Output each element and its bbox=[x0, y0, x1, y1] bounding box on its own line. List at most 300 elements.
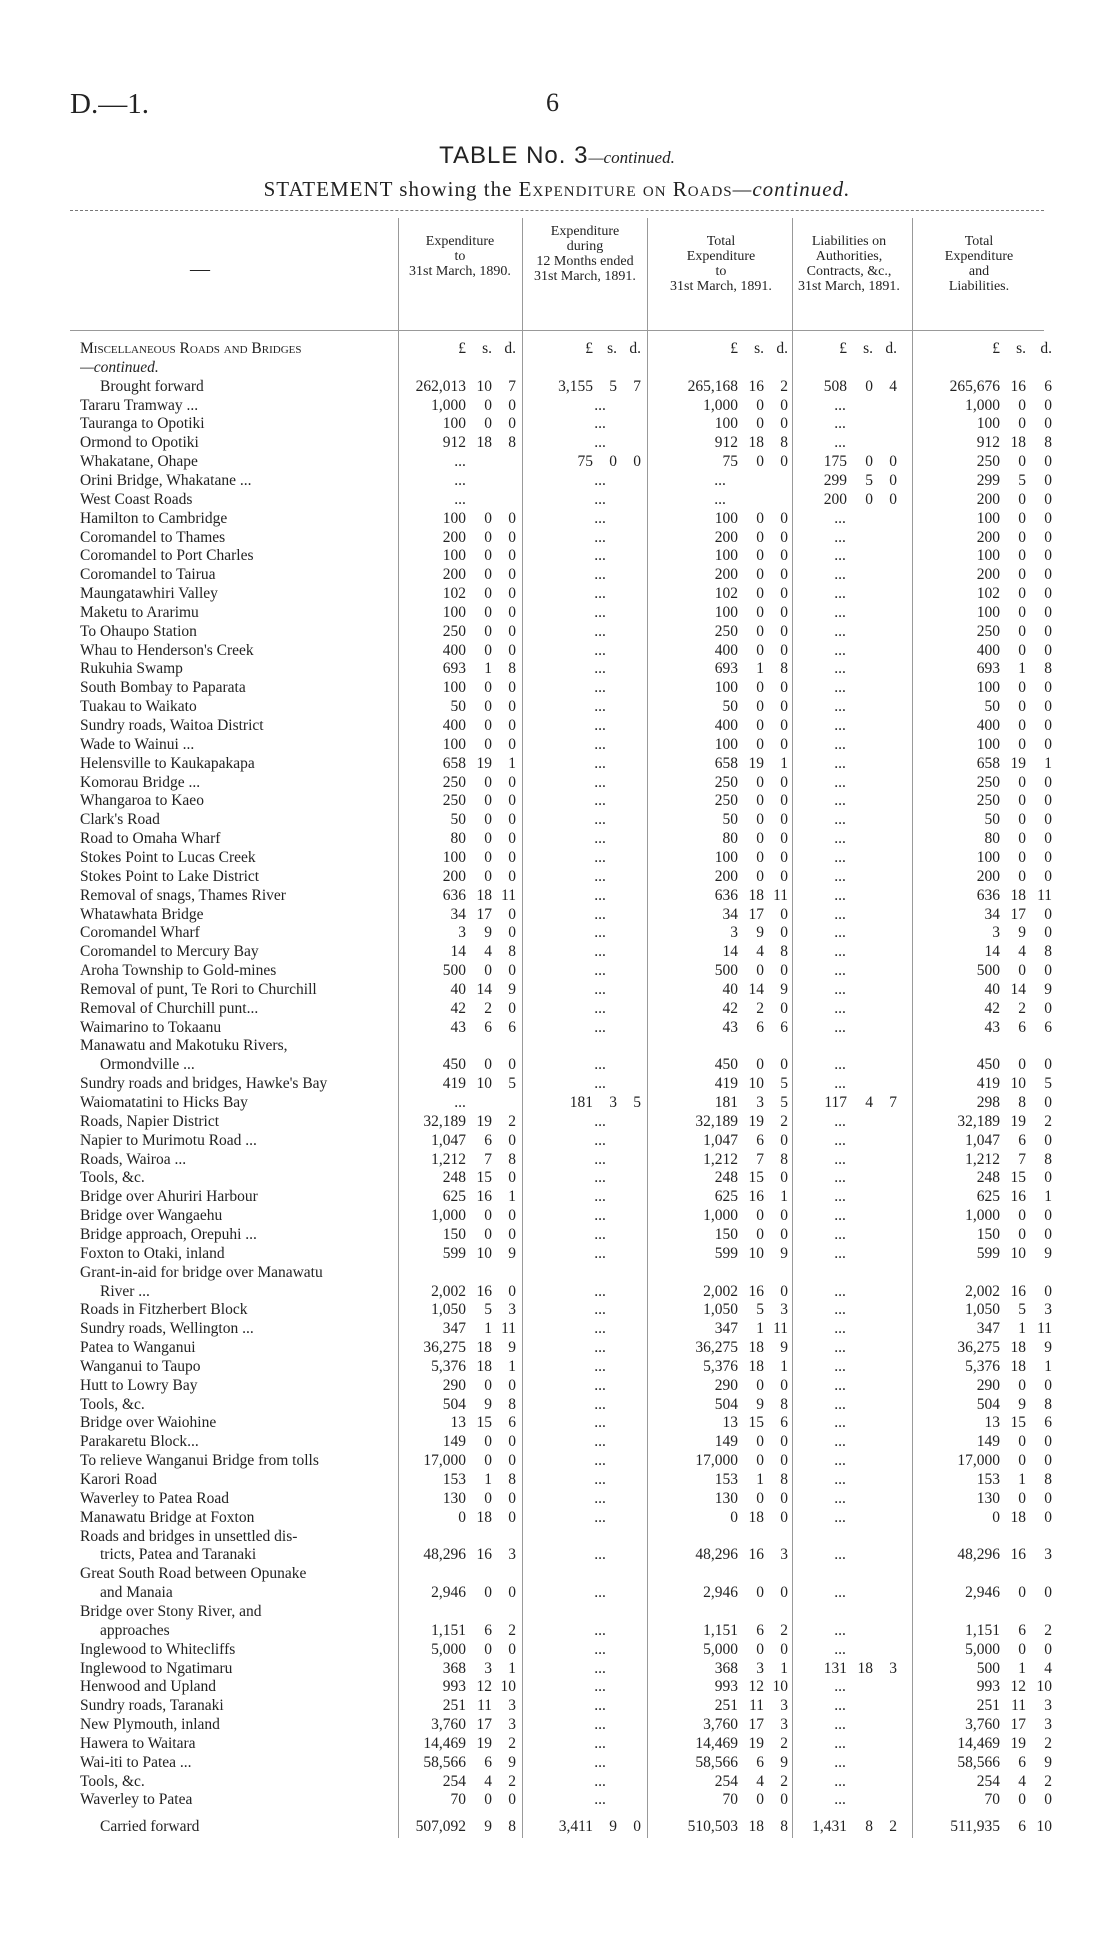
cell-shillings: 0 bbox=[756, 679, 764, 697]
cell-pounds: 658 bbox=[976, 754, 1000, 772]
cell-pence: 3 bbox=[1044, 1301, 1052, 1319]
cell-pounds: 32,189 bbox=[423, 1112, 466, 1130]
cell-shillings: 11 bbox=[749, 1697, 764, 1715]
cell-pence: 8 bbox=[780, 434, 788, 452]
cell-pounds: 993 bbox=[442, 1678, 466, 1696]
row-label: Bridge over Wangaehu bbox=[80, 1207, 223, 1225]
cell-pounds: 5,376 bbox=[431, 1357, 466, 1375]
cell-empty: ... bbox=[594, 1433, 606, 1451]
cell-empty: ... bbox=[834, 1075, 846, 1093]
cell-pence: 9 bbox=[508, 1753, 516, 1771]
cell-pence: 2 bbox=[508, 1734, 516, 1752]
cell-pounds: 504 bbox=[442, 1395, 466, 1413]
cell-pence: 0 bbox=[508, 773, 516, 791]
cell-pence: 8 bbox=[508, 660, 516, 678]
cell-pounds: 1,151 bbox=[431, 1621, 466, 1639]
cell-pence: 0 bbox=[508, 679, 516, 697]
cell-empty: ... bbox=[714, 471, 726, 489]
cell-shillings: 4 bbox=[484, 943, 492, 961]
cell-shillings: 12 bbox=[1010, 1678, 1026, 1696]
cell-pounds: 153 bbox=[714, 1471, 738, 1488]
cell-pounds: 58,566 bbox=[957, 1753, 1000, 1771]
header-bottom-rule bbox=[70, 330, 1044, 331]
cell-pence: 8 bbox=[1044, 1471, 1052, 1488]
cell-pence: 9 bbox=[1044, 1244, 1052, 1262]
cell-pounds: 508 bbox=[823, 377, 847, 395]
cell-pounds: 149 bbox=[442, 1433, 466, 1451]
cell-shillings: 0 bbox=[1018, 396, 1026, 414]
unit-pounds: £ bbox=[992, 340, 1000, 357]
cell-pounds: 200 bbox=[442, 867, 466, 885]
cell-pence: 6 bbox=[508, 1018, 516, 1036]
cell-pence: 0 bbox=[1044, 1433, 1052, 1451]
cell-pounds: 2,002 bbox=[703, 1282, 738, 1300]
cell-pence: 9 bbox=[780, 980, 788, 998]
row-label: Wanganui to Taupo bbox=[80, 1357, 201, 1375]
cell-pounds: 175 bbox=[823, 453, 847, 471]
cell-pounds: 250 bbox=[976, 453, 1000, 471]
cell-empty: ... bbox=[834, 1433, 846, 1451]
cell-pounds: 658 bbox=[714, 754, 738, 772]
cell-shillings: 1 bbox=[1018, 1320, 1026, 1338]
cell-pence: 0 bbox=[1044, 547, 1052, 565]
cell-pounds: 36,275 bbox=[423, 1339, 466, 1357]
cell-shillings: 0 bbox=[756, 1791, 764, 1809]
cell-empty: ... bbox=[834, 999, 846, 1017]
cell-pence: 1 bbox=[780, 1659, 788, 1677]
cell-pence: 3 bbox=[508, 1546, 516, 1564]
cell-pounds: 400 bbox=[442, 641, 466, 659]
cell-pence: 0 bbox=[508, 1282, 516, 1300]
row-label: Inglewood to Ngatimaru bbox=[80, 1659, 233, 1677]
row-label: Helensville to Kaukapakapa bbox=[80, 754, 255, 772]
cell-pence: 0 bbox=[508, 698, 516, 716]
cell-shillings: 0 bbox=[1018, 679, 1026, 697]
cell-empty: ... bbox=[834, 698, 846, 716]
cell-pence: 0 bbox=[1044, 717, 1052, 734]
cell-pounds: 50 bbox=[450, 698, 466, 716]
cell-empty: ... bbox=[834, 1489, 846, 1507]
cell-pounds: 1,212 bbox=[965, 1150, 1000, 1168]
cell-shillings: 16 bbox=[748, 377, 764, 395]
cell-shillings: 12 bbox=[476, 1678, 492, 1696]
col-header-line: Expenditure bbox=[425, 234, 495, 249]
cell-empty: ... bbox=[834, 566, 846, 584]
cell-shillings: 17 bbox=[1010, 905, 1026, 923]
cell-pence: 2 bbox=[508, 1621, 516, 1639]
row-label: Coromandel to Mercury Bay bbox=[80, 943, 259, 961]
row-label: Roads, Napier District bbox=[80, 1112, 220, 1130]
row-label: Ormondville ... bbox=[100, 1056, 195, 1074]
cell-pence: 0 bbox=[1044, 773, 1052, 791]
cell-shillings: 0 bbox=[484, 1584, 492, 1602]
cell-pounds: 1,000 bbox=[431, 1207, 466, 1225]
cell-pence: 2 bbox=[780, 1734, 788, 1752]
cell-empty: ... bbox=[834, 509, 846, 527]
cell-shillings: 5 bbox=[1018, 471, 1026, 489]
cell-pence: 0 bbox=[1044, 641, 1052, 659]
cell-shillings: 18 bbox=[748, 1818, 764, 1836]
cell-pounds: 299 bbox=[976, 471, 1000, 489]
cell-pounds: 1,000 bbox=[703, 1207, 738, 1225]
cell-pence: 0 bbox=[1044, 1056, 1052, 1074]
cell-pounds: 993 bbox=[976, 1678, 1000, 1696]
cell-shillings: 19 bbox=[1010, 1112, 1026, 1130]
row-label: Wai-iti to Patea ... bbox=[80, 1753, 192, 1771]
cell-shillings: 4 bbox=[1018, 1772, 1026, 1790]
col-header-line: 12 Months ended bbox=[536, 254, 634, 269]
cell-pence: 2 bbox=[780, 1621, 788, 1639]
cell-shillings: 18 bbox=[1010, 434, 1026, 452]
cell-shillings: 16 bbox=[476, 1188, 492, 1206]
cell-empty: ... bbox=[594, 1018, 606, 1036]
cell-pence: 0 bbox=[508, 735, 516, 753]
cell-pence: 11 bbox=[773, 1320, 788, 1338]
cell-shillings: 0 bbox=[756, 396, 764, 414]
row-label: Grant-in-aid for bridge over Manawatu bbox=[80, 1263, 323, 1281]
cell-shillings: 0 bbox=[484, 528, 492, 546]
cell-shillings: 3 bbox=[756, 1659, 764, 1677]
cell-pence: 7 bbox=[633, 377, 641, 395]
cell-shillings: 0 bbox=[756, 585, 764, 603]
cell-pence: 0 bbox=[780, 622, 788, 640]
cell-pounds: 100 bbox=[714, 735, 738, 753]
cell-pounds: 2,946 bbox=[965, 1584, 1000, 1602]
cell-empty: ... bbox=[594, 585, 606, 603]
cell-shillings: 0 bbox=[756, 1489, 764, 1507]
cell-pence: 2 bbox=[508, 1112, 516, 1130]
cell-pounds: 1,431 bbox=[812, 1818, 847, 1836]
cell-empty: ... bbox=[594, 434, 606, 452]
document-reference: D.—1. bbox=[70, 88, 149, 120]
cell-shillings: 0 bbox=[756, 792, 764, 810]
cell-pounds: 80 bbox=[450, 830, 466, 848]
cell-pounds: 251 bbox=[442, 1697, 466, 1715]
cell-pence: 2 bbox=[889, 1818, 897, 1836]
cell-pence: 0 bbox=[1044, 867, 1052, 885]
cell-empty: ... bbox=[834, 1716, 846, 1734]
cell-pounds: 34 bbox=[984, 905, 1000, 923]
cell-shillings: 19 bbox=[748, 754, 764, 772]
cell-pounds: 0 bbox=[458, 1508, 466, 1526]
cell-shillings: 10 bbox=[1010, 1244, 1026, 1262]
cell-shillings: 0 bbox=[1018, 453, 1026, 471]
cell-shillings: 0 bbox=[1018, 622, 1026, 640]
cell-pence: 3 bbox=[780, 1716, 788, 1734]
row-label: South Bombay to Paparata bbox=[80, 679, 246, 697]
cell-pence: 0 bbox=[780, 415, 788, 433]
cell-empty: ... bbox=[834, 773, 846, 791]
cell-shillings: 0 bbox=[1018, 962, 1026, 980]
cell-pounds: 43 bbox=[722, 1018, 738, 1036]
cell-pounds: 251 bbox=[976, 1697, 1000, 1715]
cell-empty: ... bbox=[594, 1546, 606, 1564]
cell-shillings: 4 bbox=[756, 1772, 764, 1790]
column-header-3 bbox=[650, 234, 792, 334]
cell-shillings: 0 bbox=[756, 811, 764, 829]
row-label: Coromandel to Tairua bbox=[80, 566, 216, 584]
cell-pence: 0 bbox=[1044, 1452, 1052, 1470]
cell-pence: 9 bbox=[1044, 1753, 1052, 1771]
cell-pence: 0 bbox=[1044, 415, 1052, 433]
cell-pounds: 150 bbox=[976, 1225, 1000, 1243]
cell-pence: 0 bbox=[780, 735, 788, 753]
cell-shillings: 0 bbox=[865, 377, 873, 395]
cell-pounds: 265,676 bbox=[949, 377, 1000, 395]
cell-pounds: 80 bbox=[984, 830, 1000, 848]
cell-shillings: 18 bbox=[1010, 1339, 1026, 1357]
cell-pence: 6 bbox=[1044, 377, 1052, 395]
cell-pounds: 912 bbox=[976, 434, 1000, 452]
cell-pounds: 1,000 bbox=[431, 396, 466, 414]
cell-empty: ... bbox=[594, 1508, 606, 1526]
cell-shillings: 16 bbox=[476, 1546, 492, 1564]
unit-pence: d. bbox=[629, 340, 641, 357]
cell-pounds: 993 bbox=[714, 1678, 738, 1696]
cell-empty: ... bbox=[594, 471, 606, 489]
cell-pence: 0 bbox=[1044, 735, 1052, 753]
cell-pounds: 42 bbox=[722, 999, 738, 1017]
cell-pounds: 100 bbox=[714, 603, 738, 621]
col-header-line: Authorities, bbox=[815, 249, 883, 264]
cell-pence: 0 bbox=[1044, 924, 1052, 942]
cell-pence: 9 bbox=[1044, 980, 1052, 998]
cell-pounds: 200 bbox=[442, 528, 466, 546]
cell-shillings: 0 bbox=[484, 547, 492, 565]
cell-shillings: 0 bbox=[609, 453, 617, 471]
cell-pence: 0 bbox=[780, 1508, 788, 1526]
cell-pence: 0 bbox=[508, 1791, 516, 1809]
cell-shillings: 15 bbox=[476, 1169, 492, 1187]
row-label: Sundry roads, Taranaki bbox=[80, 1697, 224, 1715]
cell-pounds: 912 bbox=[442, 434, 466, 452]
cell-shillings: 0 bbox=[484, 1056, 492, 1074]
cell-pounds: 100 bbox=[442, 603, 466, 621]
cell-pounds: 14,469 bbox=[423, 1734, 466, 1752]
cell-empty: ... bbox=[834, 1734, 846, 1752]
cell-empty: ... bbox=[594, 848, 606, 866]
column-divider bbox=[912, 218, 913, 1838]
cell-pence: 0 bbox=[508, 905, 516, 923]
cell-pence: 8 bbox=[780, 1818, 788, 1836]
cell-shillings: 0 bbox=[484, 1225, 492, 1243]
cell-pence: 6 bbox=[1044, 1018, 1052, 1036]
cell-shillings: 1 bbox=[756, 1471, 764, 1488]
cell-shillings: 9 bbox=[1018, 1395, 1026, 1413]
col-header-line: 31st March, 1891. bbox=[670, 279, 772, 294]
cell-pence: 3 bbox=[508, 1697, 516, 1715]
cell-empty: ... bbox=[834, 1791, 846, 1809]
cell-pounds: 1,047 bbox=[703, 1131, 738, 1149]
cell-empty: ... bbox=[834, 1188, 846, 1206]
cell-pence: 2 bbox=[780, 1772, 788, 1790]
cell-empty: ... bbox=[594, 660, 606, 678]
cell-pence: 0 bbox=[508, 547, 516, 565]
cell-pounds: 400 bbox=[714, 717, 738, 734]
cell-shillings: 2 bbox=[1018, 999, 1026, 1017]
row-label: and Manaia bbox=[100, 1584, 173, 1602]
cell-shillings: 0 bbox=[1018, 735, 1026, 753]
cell-shillings: 6 bbox=[756, 1621, 764, 1639]
col-header-line: Total bbox=[964, 234, 994, 249]
cell-pence: 8 bbox=[508, 434, 516, 452]
cell-shillings: 4 bbox=[484, 1772, 492, 1790]
row-label: Wade to Wainui ... bbox=[80, 735, 195, 753]
row-label: Napier to Murimotu Road ... bbox=[80, 1131, 257, 1149]
cell-pence: 0 bbox=[1044, 905, 1052, 923]
cell-pence: 4 bbox=[1044, 1659, 1052, 1677]
cell-shillings: 0 bbox=[1018, 1056, 1026, 1074]
cell-pence: 8 bbox=[780, 1395, 788, 1413]
column-header-5 bbox=[914, 234, 1044, 334]
cell-pence: 0 bbox=[1044, 509, 1052, 527]
cell-shillings: 1 bbox=[1018, 660, 1026, 678]
cell-pounds: 625 bbox=[442, 1188, 466, 1206]
cell-pence: 8 bbox=[1044, 943, 1052, 961]
cell-shillings: 0 bbox=[756, 698, 764, 716]
row-label: Whatawhata Bridge bbox=[80, 905, 204, 923]
row-label: Roads, Wairoa ... bbox=[80, 1150, 187, 1168]
row-label: Aroha Township to Gold-mines bbox=[80, 962, 277, 980]
cell-pounds: 100 bbox=[976, 679, 1000, 697]
unit-pence: d. bbox=[885, 340, 897, 357]
cell-pence: 0 bbox=[780, 848, 788, 866]
cell-pounds: 511,935 bbox=[950, 1818, 1000, 1836]
cell-shillings: 16 bbox=[476, 1282, 492, 1300]
cell-shillings: 0 bbox=[865, 490, 873, 508]
cell-pence: 0 bbox=[1044, 962, 1052, 980]
cell-shillings: 0 bbox=[1018, 811, 1026, 829]
cell-empty: ... bbox=[834, 1131, 846, 1149]
cell-pounds: 347 bbox=[976, 1320, 1000, 1338]
cell-empty: ... bbox=[594, 1225, 606, 1243]
cell-shillings: 18 bbox=[748, 886, 764, 904]
cell-empty: ... bbox=[594, 415, 606, 433]
cell-empty: ... bbox=[834, 1169, 846, 1187]
cell-pence: 0 bbox=[780, 528, 788, 546]
cell-shillings: 6 bbox=[1018, 1131, 1026, 1149]
cell-pounds: 510,503 bbox=[687, 1818, 738, 1836]
cell-shillings: 0 bbox=[756, 717, 764, 734]
cell-pence: 5 bbox=[1044, 1075, 1052, 1093]
cell-shillings: 0 bbox=[1018, 1433, 1026, 1451]
cell-empty: ... bbox=[594, 547, 606, 565]
cell-pence: 0 bbox=[889, 490, 897, 508]
cell-pence: 8 bbox=[1044, 434, 1052, 452]
row-label: Bridge over Waiohine bbox=[80, 1414, 217, 1432]
cell-pounds: 3 bbox=[730, 924, 738, 942]
cell-empty: ... bbox=[834, 1640, 846, 1658]
cell-pence: 0 bbox=[780, 905, 788, 923]
cell-pence: 1 bbox=[780, 1357, 788, 1375]
row-label: Ormond to Opotiki bbox=[80, 434, 199, 452]
cell-shillings: 3 bbox=[484, 1659, 492, 1677]
cell-pence: 1 bbox=[508, 1188, 516, 1206]
cell-pounds: 248 bbox=[442, 1169, 466, 1187]
cell-empty: ... bbox=[834, 585, 846, 603]
cell-shillings: 0 bbox=[756, 528, 764, 546]
cell-empty: ... bbox=[834, 1282, 846, 1300]
cell-empty: ... bbox=[834, 830, 846, 848]
cell-shillings: 17 bbox=[1010, 1716, 1026, 1734]
cell-pounds: 450 bbox=[442, 1056, 466, 1074]
cell-pence: 2 bbox=[1044, 1772, 1052, 1790]
col-header-line: Expenditure bbox=[550, 224, 620, 239]
cell-empty: ... bbox=[834, 867, 846, 885]
row-label: Hutt to Lowry Bay bbox=[80, 1376, 198, 1394]
cell-pence: 0 bbox=[508, 1452, 516, 1470]
unit-shillings: s. bbox=[607, 340, 617, 357]
cell-shillings: 14 bbox=[476, 980, 492, 998]
cell-pounds: 200 bbox=[714, 528, 738, 546]
cell-pence: 0 bbox=[508, 848, 516, 866]
cell-shillings: 0 bbox=[1018, 1207, 1026, 1225]
cell-empty: ... bbox=[834, 980, 846, 998]
cell-shillings: 15 bbox=[748, 1169, 764, 1187]
cell-shillings: 0 bbox=[484, 773, 492, 791]
cell-shillings: 0 bbox=[1018, 547, 1026, 565]
row-label: Coromandel to Thames bbox=[80, 528, 226, 546]
cell-pence: 0 bbox=[508, 585, 516, 603]
cell-pence: 0 bbox=[780, 566, 788, 584]
cell-pounds: 1,000 bbox=[965, 396, 1000, 414]
cell-pounds: 181 bbox=[569, 1094, 593, 1111]
column-header-4 bbox=[794, 234, 904, 334]
cell-pounds: 130 bbox=[714, 1489, 738, 1507]
cell-empty: ... bbox=[454, 453, 466, 471]
cell-shillings: 0 bbox=[484, 415, 492, 433]
cell-shillings: 0 bbox=[484, 792, 492, 810]
cell-shillings: 9 bbox=[484, 924, 492, 942]
cell-pence: 0 bbox=[508, 1225, 516, 1243]
row-label: Coromandel to Port Charles bbox=[80, 547, 254, 565]
cell-shillings: 16 bbox=[748, 1188, 764, 1206]
cell-empty: ... bbox=[834, 735, 846, 753]
cell-pence: 0 bbox=[1044, 1489, 1052, 1507]
cell-pounds: 100 bbox=[976, 509, 1000, 527]
row-label: Tools, &c. bbox=[80, 1772, 145, 1790]
cell-pounds: 400 bbox=[442, 717, 466, 734]
cell-pence: 3 bbox=[889, 1659, 897, 1677]
cell-shillings: 18 bbox=[748, 1357, 764, 1375]
cell-empty: ... bbox=[594, 962, 606, 980]
cell-pence: 0 bbox=[1044, 792, 1052, 810]
cell-pence: 10 bbox=[1036, 1678, 1052, 1696]
cell-shillings: 0 bbox=[484, 641, 492, 659]
cell-pence: 10 bbox=[772, 1678, 788, 1696]
cell-pence: 7 bbox=[889, 1094, 897, 1111]
cell-shillings: 0 bbox=[756, 867, 764, 885]
cell-empty: ... bbox=[594, 773, 606, 791]
cell-pounds: 100 bbox=[976, 415, 1000, 433]
cell-pounds: 100 bbox=[442, 509, 466, 527]
cell-empty: ... bbox=[594, 679, 606, 697]
cell-shillings: 0 bbox=[1018, 830, 1026, 848]
row-label: Waiomatatini to Hicks Bay bbox=[80, 1094, 248, 1111]
row-label: Clark's Road bbox=[80, 811, 160, 829]
cell-empty: ... bbox=[594, 924, 606, 942]
subtitle-smallcaps: Expenditure on Roads bbox=[518, 177, 733, 201]
cell-shillings: 1 bbox=[756, 1320, 764, 1338]
cell-shillings: 0 bbox=[756, 735, 764, 753]
cell-pence: 0 bbox=[1044, 830, 1052, 848]
cell-pounds: 290 bbox=[976, 1376, 1000, 1394]
cell-pounds: 3,411 bbox=[558, 1818, 593, 1836]
cell-pounds: 200 bbox=[714, 566, 738, 584]
cell-pounds: 32,189 bbox=[957, 1112, 1000, 1130]
cell-shillings: 18 bbox=[476, 1339, 492, 1357]
cell-pence: 11 bbox=[773, 886, 788, 904]
